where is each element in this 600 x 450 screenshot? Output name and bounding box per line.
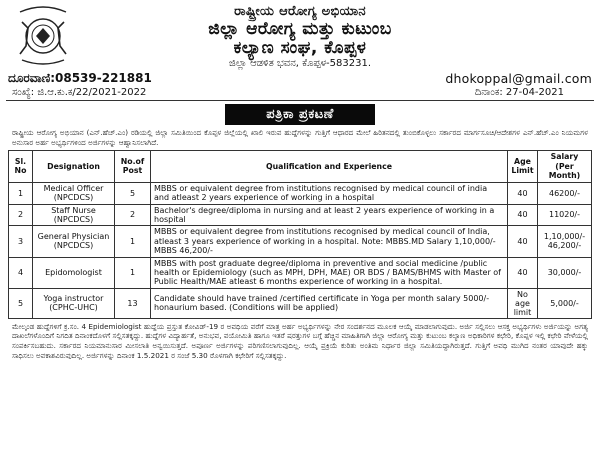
reference-row (6, 86, 594, 101)
col-designation: Designation (33, 151, 115, 183)
cell-designation: Staff Nurse (NPCDCS) (33, 204, 115, 226)
cell-sl: 3 (9, 226, 33, 257)
col-sl: Sl. No (9, 151, 33, 183)
cell-designation: Epidomologist (33, 257, 115, 288)
email-address: dhokoppal@gmail.com (445, 70, 592, 86)
cell-sl: 5 (9, 288, 33, 318)
header-line-1: ರಾಷ್ಟ್ರೀಯ ಆರೋಗ್ಯ ಅಭಿಯಾನ (234, 4, 366, 19)
header-line-2: ಜಿಲ್ಲಾ ಆರೋಗ್ಯ ಮತ್ತು ಕುಟುಂಬ (208, 19, 392, 39)
table-row (9, 288, 592, 318)
cell-posts: 2 (115, 204, 151, 226)
cell-sl: 2 (9, 204, 33, 226)
cell-salary: 5,000/- (538, 288, 592, 318)
cell-age: 40 (508, 257, 538, 288)
contact-row (8, 70, 592, 86)
notice-date: ದಿನಾಂಕ: 27-04-2021 (474, 87, 564, 98)
press-notice-title: ಪತ್ರಿಕಾ ಪ್ರಕಟಣೆ (225, 104, 375, 125)
cell-age: No age limit (508, 288, 538, 318)
table-row (9, 182, 592, 204)
col-qualification: Qualification and Experience (151, 151, 508, 183)
cell-posts: 1 (115, 226, 151, 257)
letterhead (8, 4, 592, 68)
cell-designation: Medical Officer (NPCDCS) (33, 182, 115, 204)
cell-posts: 5 (115, 182, 151, 204)
cell-salary: 1,10,000/- 46,200/- (538, 226, 592, 257)
cell-age: 40 (508, 204, 538, 226)
reference-number: ಸಂಖ್ಯೆ: ಜಿ.ಆ.ಕು.ಕ/22/2021-2022 (12, 87, 147, 98)
cell-qualification: MBBS or equivalent degree from institutions recognised by medical council of india and atleast 2 years experience of working in a hospital (151, 182, 508, 204)
cell-salary: 30,000/- (538, 257, 592, 288)
phone-number: ದೂರವಾಣಿ:08539-221881 (8, 70, 152, 85)
col-salary: Salary (Per Month) (538, 151, 592, 183)
col-age: Age Limit (508, 151, 538, 183)
table-header-row (9, 151, 592, 183)
footer-paragraph: ಮೇಲ್ಕಂಡ ಹುದ್ದೆಗಳಿಗೆ ಕ್ರ.ಸಂ. 4 Epidemiologist ಹುದ್ದೆಯ ಪ್ರಸ್ತುತ ಕೋವಿಡ್-19 ರ ಅವಧಿಯ ವರೆಗೆ ಮಾತ್ರ ಅರ್ಹ ಅಭ್ಯರ್ಥಿಗಳನ್ನು ನೇರ ಸಂದರ್ಶನದ ಮೂಲಕ ಆಯ್ಕೆ ಮಾಡಲಾಗುವುದು. ಅರ್ಜಿ ಸಲ್ಲಿಸಲು ಆಸಕ್ತ ಅಭ್ಯರ್ಥಿಗಳು ಅರ್ಜಿಯನ್ನು ಅಗತ್ಯ ದಾಖಲೆಗಳೊಂದಿಗೆ ನಿಗದಿತ ದಿನಾಂಕದೊಳಗೆ ಸಲ್ಲಿಸತಕ್ಕದ್ದು. ಹುದ್ದೆಗಳ ವಿದ್ಯಾರ್ಹತೆ, ಅನುಭವ, ವಯೋಮಿತಿ ಹಾಗೂ ಇತರೆ ಷರತ್ತುಗಳ ಬಗ್ಗೆ ಹೆಚ್ಚಿನ ಮಾಹಿತಿಗಾಗಿ ಜಿಲ್ಲಾ ಆರೋಗ್ಯ ಮತ್ತು ಕುಟುಂಬ ಕಲ್ಯಾಣ ಅಧಿಕಾರಿಗಳ ಕಛೇರಿ, ಕೊಪ್ಪಳ ಇಲ್ಲಿ ಕಛೇರಿ ವೇಳೆಯಲ್ಲಿ ಸಂಪರ್ಕಿಸಬಹುದು. ಸರ್ಕಾರದ ನಿಯಮಾನುಸಾರ ಮೀಸಲಾತಿ ಅನ್ವಯಿಸುತ್ತದೆ. ಅಪೂರ್ಣ ಅರ್ಜಿಗಳನ್ನು ಪರಿಗಣಿಸಲಾಗುವುದಿಲ್ಲ. ಆಯ್ಕೆ ಪ್ರಕ್ರಿಯೆ ಕುರಿತು ಅಂತಿಮ ನಿರ್ಧಾರ ಜಿಲ್ಲಾ ಸಮಿತಿಯದ್ದಾಗಿರುತ್ತದೆ. ಗುತ್ತಿಗೆ ಅವಧಿ ಮುಗಿದ ನಂತರ ಯಾವುದೇ ಹಕ್ಕು ಸಾಧಿಸಲು ಅವಕಾಶವಿರುವುದಿಲ್ಲ. ಅರ್ಜಿಗಳನ್ನು ದಿನಾಂಕ 1.5.2021 ರ ಸಂಜೆ 5.30 ರೊಳಗಾಗಿ ಕಛೇರಿಗೆ ಸಲ್ಲಿಸತಕ್ಕದ್ದು. (12, 321, 588, 360)
cell-sl: 1 (9, 182, 33, 204)
cell-salary: 11020/- (538, 204, 592, 226)
cell-qualification: MBBS or equivalent degree from institutions recognised by medical council of India, atleast 3 years experience of working in a hospital. Note: MBBS.MD Salary 1,10,000/- MBBS 46,200/- (151, 226, 508, 257)
cell-salary: 46200/- (538, 182, 592, 204)
cell-age: 40 (508, 182, 538, 204)
cell-designation: Yoga instructor (CPHC-UHC) (33, 288, 115, 318)
table-row (9, 226, 592, 257)
cell-qualification: Bachelor's degree/diploma in nursing and at least 2 years experience of working in a hospital (151, 204, 508, 226)
header-address: ಜಿಲ್ಲಾ ಆಡಳಿತ ಭವನ, ಕೊಪ್ಪಳ-583231. (228, 58, 372, 69)
cell-posts: 13 (115, 288, 151, 318)
cell-qualification: Candidate should have trained /certified certificate in Yoga per month salary 5000/- honaurium based. (Conditions will be applied) (151, 288, 508, 318)
cell-designation: General Physician (NPCDCS) (33, 226, 115, 257)
col-posts: No.of Post (115, 151, 151, 183)
table-row (9, 204, 592, 226)
karnataka-emblem-icon (14, 6, 72, 66)
cell-sl: 4 (9, 257, 33, 288)
table-row (9, 257, 592, 288)
vacancy-table (8, 150, 592, 319)
header-line-3: ಕಲ್ಯಾಣ ಸಂಘ, ಕೊಪ್ಪಳ (233, 38, 367, 58)
intro-paragraph: ರಾಷ್ಟ್ರೀಯ ಆರೋಗ್ಯ ಅಭಿಯಾನ (ಎನ್.ಹೆಚ್.ಎಂ) ರಡಿಯಲ್ಲಿ ಜಿಲ್ಲಾ ಸಮಿತಿಯಿಂದ ಕೊಪ್ಪಳ ಜಿಲ್ಲೆಯಲ್ಲಿ ಖಾಲಿ ಇರುವ ಹುದ್ದೆಗಳನ್ನು ಗುತ್ತಿಗೆ ಆಧಾರದ ಮೇಲೆ ಹಿರಿತನದಲ್ಲಿ ತುಂಬಿಕೊಳ್ಳಲು ಸರ್ಕಾರದ ಮಾರ್ಗಸೂಚಿ/ಆದೇಶಗಳ ಎನ್.ಹೆಚ್.ಎಂ ನಿಯಮಗಳ ಅನುಸಾರ ಅರ್ಹ ಅಭ್ಯರ್ಥಿಗಳಿಂದ ಅರ್ಜಿಗಳನ್ನು ಆಹ್ವಾನಿಸಲಾಗಿದೆ. (12, 128, 588, 147)
cell-age: 40 (508, 226, 538, 257)
cell-qualification: MBBS with post graduate degree/diploma in preventive and social medicine /public health or Epidemiology (such as MPH, DPH, MAE) OR BDS / BAMS/BHMS with Master of Public Health/MAE atleast 6 months experience of working in a hospital. (151, 257, 508, 288)
cell-posts: 1 (115, 257, 151, 288)
